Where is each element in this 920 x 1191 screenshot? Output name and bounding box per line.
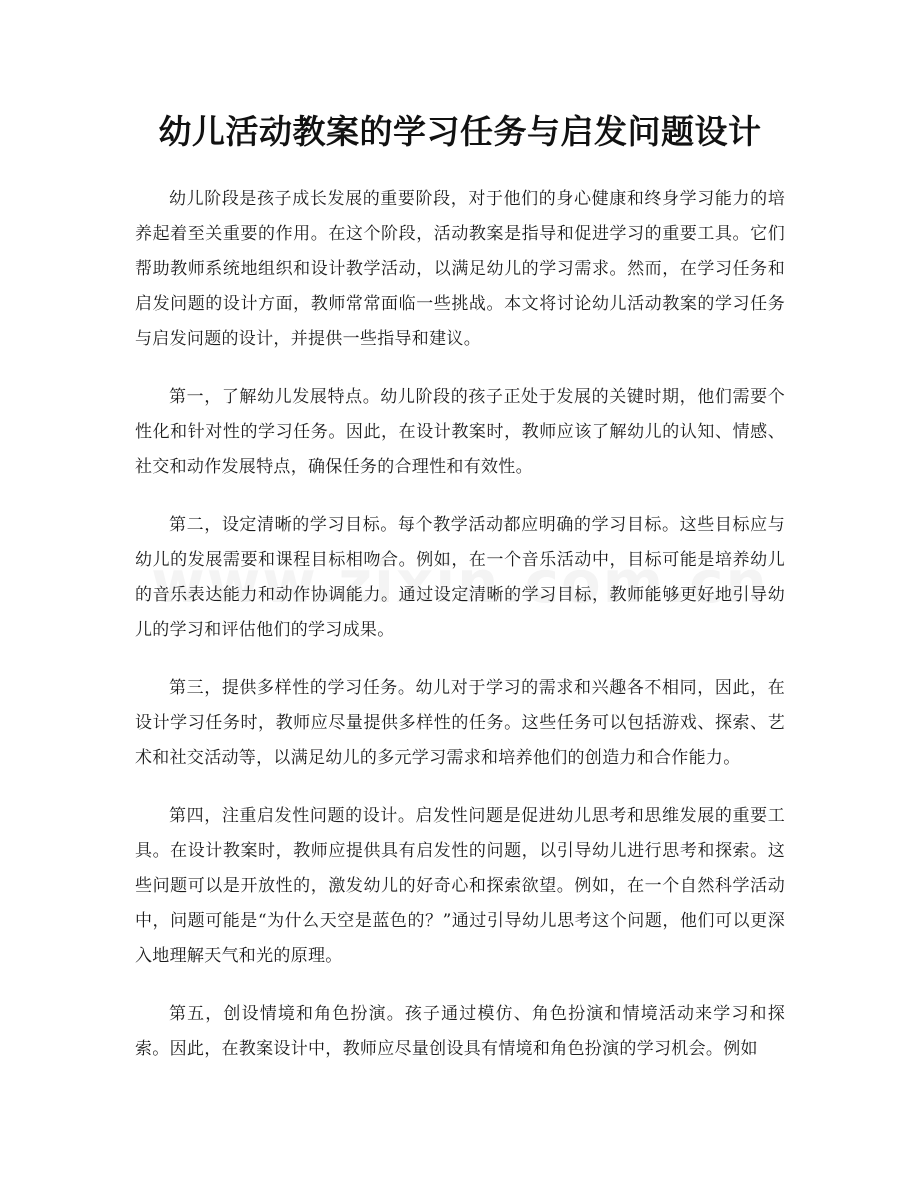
paragraph-second-point: 第二，设定清晰的学习目标。每个教学活动都应明确的学习目标。这些目标应与幼儿的发展需要和课程目标相吻合。例如，在一个音乐活动中，目标可能是培养幼儿的音乐表达能力和动作协调能力。通过设定清晰的学习目标，教师能够更好地引导幼儿的学习和评估他们的学习成果。 xyxy=(135,515,785,640)
page-title: 幼儿活动教案的学习任务与启发问题设计 xyxy=(158,112,762,151)
paragraph-third-point: 第三，提供多样性的学习任务。幼儿对于学习的需求和兴趣各不相同，因此，在设计学习任务时，教师应尽量提供多样性的任务。这些任务可以包括游戏、探索、艺术和社交活动等，以满足幼儿的多元学习需求和培养他们的创造力和合作能力。 xyxy=(135,678,785,768)
paragraph-first-point: 第一，了解幼儿发展特点。幼儿阶段的孩子正处于发展的关键时期，他们需要个性化和针对性的学习任务。因此，在设计教案时，教师应该了解幼儿的认知、情感、社交和动作发展特点，确保任务的合理性和有效性。 xyxy=(135,387,785,477)
paragraph-fifth-point: 第五，创设情境和角色扮演。孩子通过模仿、角色扮演和情境活动来学习和探索。因此，在教案设计中，教师应尽量创设具有情境和角色扮演的学习机会。例如 xyxy=(135,1004,785,1059)
paragraph-intro: 幼儿阶段是孩子成长发展的重要阶段，对于他们的身心健康和终身学习能力的培养起着至关重要的作用。在这个阶段，活动教案是指导和促进学习的重要工具。它们帮助教师系统地组织和设计教学活动，以满足幼儿的学习需求。然而，在学习任务和启发问题的设计方面，教师常常面临一些挑战。本文将讨论幼儿活动教案的学习任务与启发问题的设计，并提供一些指导和建议。 xyxy=(135,189,785,349)
paragraph-fourth-point: 第四，注重启发性问题的设计。启发性问题是促进幼儿思考和思维发展的重要工具。在设计教案时，教师应提供具有启发性的问题，以引导幼儿进行思考和探索。这些问题可以是开放性的，激发幼儿的好奇心和探索欲望。例如，在一个自然科学活动中，问题可能是“为什么天空是蓝色的？”通过引导幼儿思考这个问题，他们可以更深入地理解天气和光的原理。 xyxy=(135,806,785,966)
document-body xyxy=(135,182,785,1090)
